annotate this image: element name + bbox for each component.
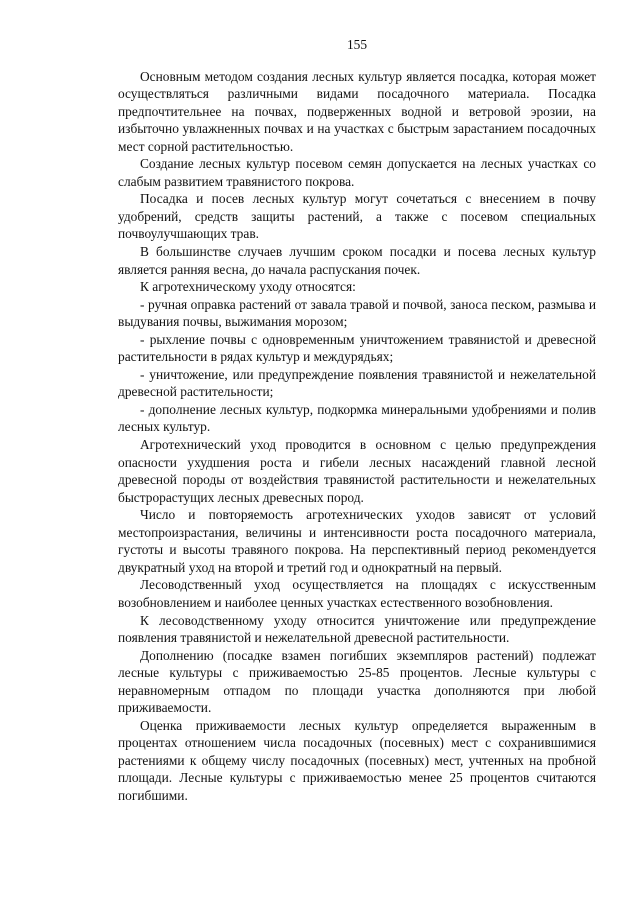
paragraph-best-season: В большинстве случаев лучшим сроком посадки и посева лесных культур является ранняя весна, до начала распускания почек.: [118, 244, 596, 277]
list-item-loosening: - рыхление почвы с одновременным уничтожением травянистой и древесной растительности в рядах культур и междурядьях;: [118, 331, 596, 365]
paragraph-agrotech-purpose: Агротехнический уход проводится в основном с целью предупреждения опасности ухудшения роста и гибели лесных насаждений главной лесной древесной породы от воздействия травянистой растительности и нежелательных быстрорастущих лесных древесных пород.: [118, 437, 596, 505]
list-item-manual-correction: - ручная оправка растений от завала травой и почвой, заноса песком, размыва и выдувания почвы, выжимания морозом;: [118, 296, 596, 330]
document-page: [118, 36, 596, 805]
page-number: 155: [346, 37, 368, 52]
paragraph-planting-method: Основным методом создания лесных культур является посадка, которая может осуществляться различными видами посадочного материала. Посадка предпочтительнее на почвах, подверженных водной и ветровой эрозии, на избыточно увлажненных почвах и на участках с быстрым зарастанием посадочных мест сорной растительностью.: [118, 68, 596, 154]
paragraph-fertilizers: Посадка и посев лесных культур могут сочетаться с внесением в почву удобрений, средств защиты растений, а также с посевом специальных почвоулучшающих трав.: [118, 191, 596, 242]
paragraph-seeding: Создание лесных культур посевом семян допускается на лесных участках со слабым развитием травянистого покрова.: [118, 156, 596, 189]
paragraph-survival-assessment: Оценка приживаемости лесных культур определяется выраженным в процентах отношением числа посадочных (посевных) мест с сохранившимися растениями к общему числу посадочных (посевных) мест, учтенных на пробной площади. Лесные культуры с приживаемостью менее 25 процентов считаются погибшими.: [118, 717, 596, 803]
paragraph-agrotech-intro: К агротехническому уходу относятся:: [140, 279, 356, 295]
list-item-destruction: - уничтожение, или предупреждение появления травянистой и нежелательной древесной растительности;: [118, 366, 596, 400]
paragraph-care-frequency: Число и повторяемость агротехнических уходов зависят от условий местопроизрастания, величины и интенсивности роста посадочного материала, густоты и высоты травяного покрова. На перспективный период рекомендуется двукратный уход на второй и третий год и однократный на первый.: [118, 507, 596, 575]
paragraph-replanting: Дополнению (посадке взамен погибших экземпляров растений) подлежат лесные культуры с приживаемостью 25-85 процентов. Лесные культуры с неравномерным отпадом по площади участка дополняются при любой приживаемости.: [118, 647, 596, 716]
paragraph-silvicultural-care: Лесоводственный уход осуществляется на площадях с искусственным возобновлением и наиболее ценных участках естественного возобновления.: [118, 577, 596, 610]
paragraph-silvicultural-includes: К лесоводственному уходу относится уничтожение или предупреждение появления травянистой и нежелательной древесной растительности.: [118, 612, 596, 646]
list-item-supplement: - дополнение лесных культур, подкормка минеральными удобрениями и полив лесных культур.: [118, 401, 596, 435]
